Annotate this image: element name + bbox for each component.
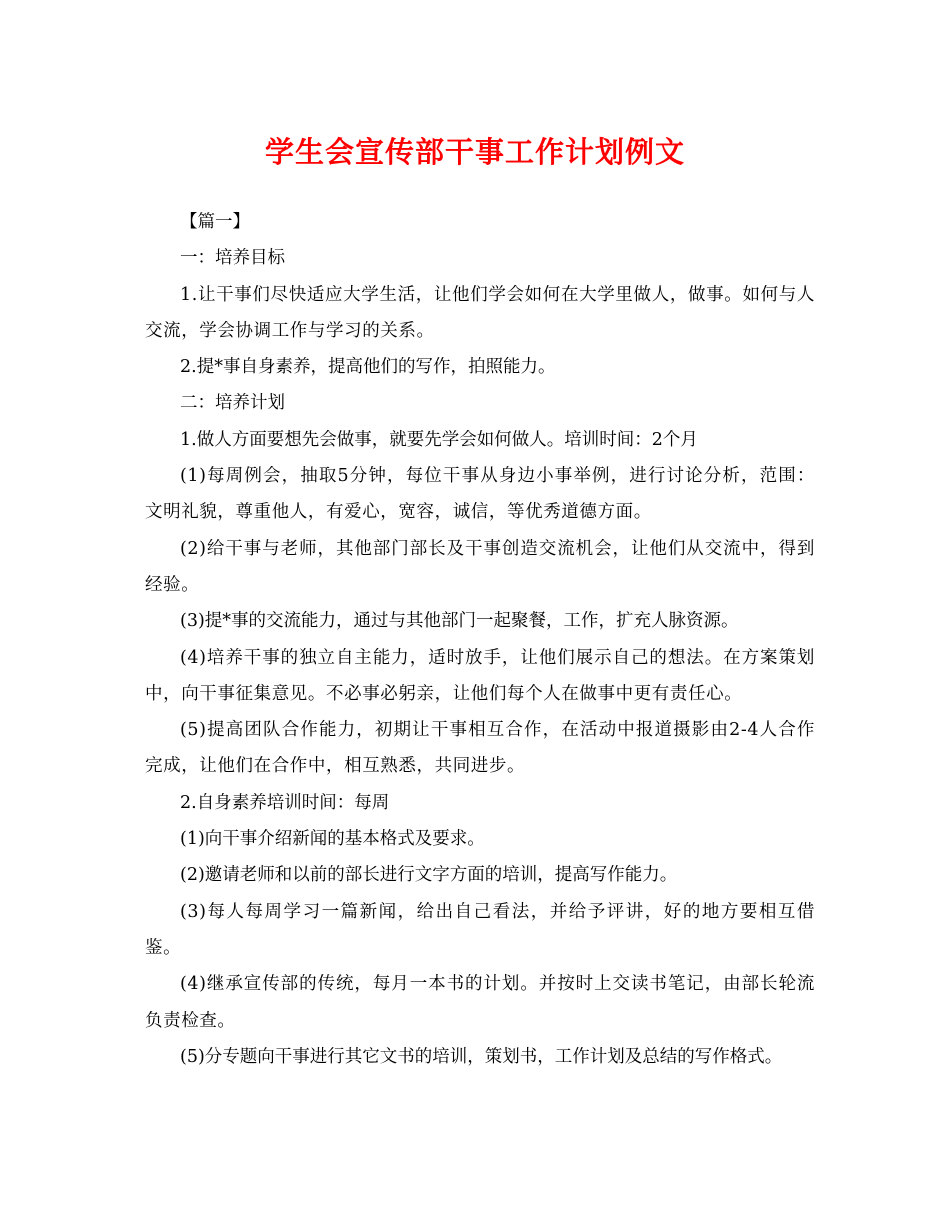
document-title: 学生会宣传部干事工作计划例文 xyxy=(264,135,685,169)
paragraph: (1)每周例会，抽取5分钟，每位干事从身边小事举例，进行讨论分析，范围：文明礼貌，尊重他人，有爱心，宽容，诚信，等优秀道德方面。 xyxy=(145,466,815,523)
section-heading: 【篇一】 xyxy=(180,212,250,232)
paragraph: (5)分专题向干事进行其它文书的培训，策划书，工作计划及总结的写作格式。 xyxy=(180,1046,783,1067)
paragraph: 2.提*事自身素养，提高他们的写作，拍照能力。 xyxy=(180,357,556,378)
paragraph: (2)邀请老师和以前的部长进行文字方面的培训，提高写作能力。 xyxy=(180,865,678,886)
paragraph: (4)培养干事的独立自主能力，适时放手，让他们展示自己的想法。在方案策划中，向干事征集意见。不必事必躬亲，让他们每个人在做事中更有责任心。 xyxy=(145,647,815,704)
paragraph: 1.做人方面要想先会做事，就要先学会如何做人。培训时间：2个月 xyxy=(180,429,698,450)
paragraph: (3)提*事的交流能力，通过与其他部门一起聚餐，工作，扩充人脉资源。 xyxy=(180,611,739,632)
paragraph: 2.自身素养培训时间：每周 xyxy=(180,792,390,813)
paragraph: (1)向干事介绍新闻的基本格式及要求。 xyxy=(180,829,485,850)
subheading: 二：培养计划 xyxy=(180,393,285,414)
paragraph: (3)每人每周学习一篇新闻，给出自己看法，并给予评讲，好的地方要相互借鉴。 xyxy=(145,901,815,958)
subheading: 一：培养目标 xyxy=(180,248,285,269)
document-body xyxy=(145,204,815,1075)
paragraph: (2)给干事与老师，其他部门部长及干事创造交流机会，让他们从交流中，得到经验。 xyxy=(145,538,815,595)
paragraph: (5)提高团队合作能力，初期让干事相互合作，在活动中报道摄影由2-4人合作完成，让他们在合作中，相互熟悉，共同进步。 xyxy=(145,720,815,777)
paragraph: 1.让干事们尽快适应大学生活，让他们学会如何在大学里做人，做事。如何与人交流，学会协调工作与学习的关系。 xyxy=(145,284,815,341)
paragraph: (4)继承宣传部的传统，每月一本书的计划。并按时上交读书笔记，由部长轮流负责检查。 xyxy=(145,974,815,1031)
